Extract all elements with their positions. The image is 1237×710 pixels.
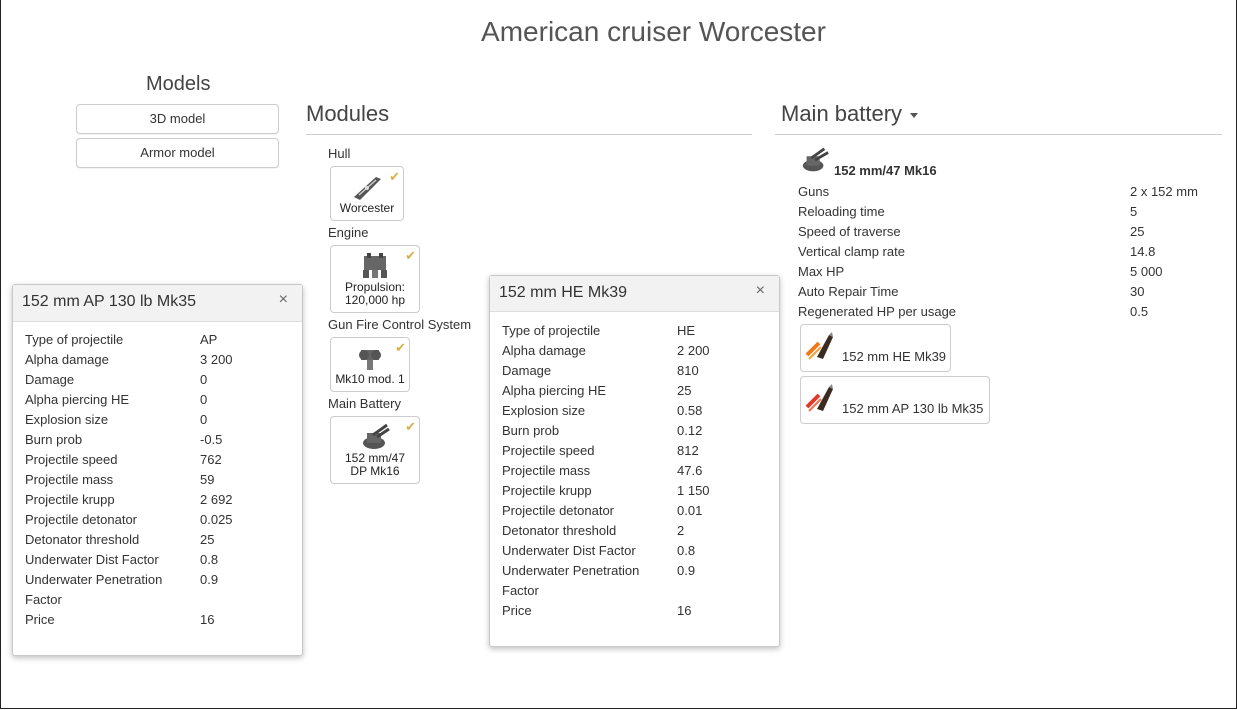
ap-panel-header [13,285,302,322]
stat-value: 3 200 [200,352,233,367]
close-icon[interactable]: × [278,291,288,308]
stat-value: 810 [677,363,699,378]
turret-icon [800,146,830,174]
he-shell-icon [805,331,837,361]
stat-value: 2 692 [200,492,233,507]
stat-row [502,461,710,481]
page-title: American cruiser Worcester [481,16,826,47]
stat-label: Factor [502,583,539,598]
module-caption-main-battery: 152 mm/47 DP Mk16 [344,451,406,478]
stat-label: Projectile mass [25,472,114,487]
checkmark-icon: ✔ [389,169,400,184]
stat-value: 0.01 [677,503,703,518]
main-battery-stat-label: Reloading time [798,204,885,219]
stat-label: Damage [502,363,552,378]
stat-label: Underwater Penetration [25,572,163,587]
ammo-button-ap[interactable] [800,376,990,424]
stat-label: Underwater Penetration [502,563,640,578]
module-label-hull: Hull [328,146,351,161]
module-label-fire-control: Gun Fire Control System [328,317,472,332]
caret-down-icon [910,113,918,118]
stat-row [25,490,233,510]
main-battery-stat-label: Vertical clamp rate [798,244,905,259]
stat-value: AP [200,332,218,347]
stat-value: 0.9 [200,572,219,587]
ap-stats-table [25,330,233,630]
module-label-main-battery: Main Battery [328,396,401,411]
module-card-engine[interactable] [330,245,420,313]
stat-row [502,481,710,501]
hull-icon [350,173,384,201]
stat-row [25,330,233,350]
stat-row [25,550,233,570]
stat-label: Burn prob [502,423,560,438]
checkmark-icon: ✔ [405,419,416,434]
stat-value: -0.5 [200,432,223,447]
stat-row [25,570,233,590]
stat-row [502,501,710,521]
stat-value: 812 [677,443,699,458]
stat-label: Projectile detonator [502,503,615,518]
modules-heading: Modules [306,101,390,126]
stat-label: Underwater Dist Factor [25,552,159,567]
stat-value: 25 [200,532,215,547]
stat-value: 0 [200,392,208,407]
stat-value [200,590,233,610]
stat-label: Detonator threshold [25,532,140,547]
main-battery-stat-label: Regenerated HP per usage [798,304,957,319]
stat-label: Type of projectile [25,332,124,347]
close-icon[interactable]: × [755,282,765,299]
stat-row [25,470,233,490]
stat-label: Projectile mass [502,463,591,478]
main-battery-stat-label: Max HP [798,264,845,279]
stat-row [502,541,710,561]
main-battery-stat-value: 5 [1130,204,1138,219]
stat-label: Explosion size [25,412,109,427]
stat-label: Factor [25,592,62,607]
stat-value: 16 [677,603,692,618]
main-battery-stat-value: 30 [1130,284,1145,299]
stat-value: 25 [677,383,692,398]
stat-value: 59 [200,472,215,487]
main-battery-stat-value: 0.5 [1130,304,1149,319]
stat-label: Alpha damage [502,343,586,358]
stat-label: Alpha damage [25,352,109,367]
main-battery-stat-label: Guns [798,184,830,199]
stat-row [502,361,710,381]
ammo-label-he: 152 mm HE Mk39 [842,349,947,364]
turret-icon [359,423,391,451]
ammo-label-ap: 152 mm AP 130 lb Mk35 [842,401,984,416]
main-battery-stat-value: 5 000 [1130,264,1163,279]
main-battery-stat-value: 14.8 [1130,244,1156,259]
stat-value [677,581,710,601]
stat-label: Damage [25,372,75,387]
stat-label: Projectile speed [502,443,595,458]
main-battery-stat-value: 25 [1130,224,1145,239]
stat-row [502,581,710,601]
stat-value: 0.58 [677,403,703,418]
ap-shell-panel [12,284,303,656]
stat-label: Projectile detonator [25,512,138,527]
stat-value: 47.6 [677,463,703,478]
stat-row [25,350,233,370]
stat-row [502,401,710,421]
stat-row [502,601,710,621]
stat-row [502,381,710,401]
stat-value: 0 [200,412,208,427]
stat-row [25,450,233,470]
stat-value: 0.12 [677,423,703,438]
module-caption-hull: Worcester [339,201,395,215]
stat-label: Price [502,603,532,618]
main-battery-stat-label: Auto Repair Time [798,284,899,299]
module-card-main-battery[interactable] [330,416,420,484]
stat-row [25,610,233,630]
stat-value: 16 [200,612,215,627]
ammo-button-he[interactable] [800,324,951,372]
modules-divider [306,134,752,135]
stat-value: 2 200 [677,343,710,358]
stat-label: Alpha piercing HE [25,392,130,407]
stat-row [25,410,233,430]
stat-row [502,421,710,441]
stat-value: 0.9 [677,563,696,578]
stat-row [25,390,233,410]
stat-row [25,370,233,390]
module-caption-engine: Propulsion: 120,000 hp [344,280,406,307]
module-card-fire-control[interactable] [330,337,410,392]
stat-label: Price [25,612,55,627]
stat-label: Underwater Dist Factor [502,543,636,558]
stat-label: Alpha piercing HE [502,383,607,398]
he-panel-title: 152 mm HE Mk39 [499,284,628,301]
stat-label: Projectile krupp [25,492,115,507]
stat-value: 1 150 [677,483,710,498]
stat-value: 0.025 [200,512,233,527]
stat-value: HE [677,323,696,338]
stat-row [25,510,233,530]
checkmark-icon: ✔ [395,340,406,355]
stat-row [502,441,710,461]
stat-value: 762 [200,452,222,467]
stat-value: 0 [200,372,208,387]
stat-label: Burn prob [25,432,83,447]
stat-row [502,341,710,361]
he-panel-header [490,276,779,312]
stat-row [25,590,233,610]
stat-row [25,530,233,550]
stat-label: Explosion size [502,403,586,418]
ap-shell-icon [805,383,837,413]
stat-value: 0.8 [677,543,696,558]
main-battery-stat-value: 2 x 152 mm [1130,184,1198,199]
main-battery-heading[interactable] [781,101,918,127]
fire-control-icon [355,344,385,372]
armor-model-button[interactable]: Armor model [76,138,279,168]
stat-value: 2 [677,523,685,538]
ap-panel-title: 152 mm AP 130 lb Mk35 [22,293,197,310]
main-battery-gun-name: 152 mm/47 Mk16 [834,163,937,178]
he-shell-panel [489,275,780,647]
stat-row [502,561,710,581]
stat-label: Detonator threshold [502,523,617,538]
stat-value: 0.8 [200,552,219,567]
module-caption-fire-control: Mk10 mod. 1 [335,372,405,386]
main-battery-divider [775,134,1222,135]
stat-label: Type of projectile [502,323,601,338]
stat-label: Projectile speed [25,452,118,467]
stat-row [25,430,233,450]
he-stats-table [502,321,710,621]
main-battery-stat-label: Speed of traverse [798,224,901,239]
stat-row [502,321,710,341]
main-battery-heading-text: Main battery [781,101,903,126]
module-label-engine: Engine [328,225,369,240]
stat-label: Projectile krupp [502,483,592,498]
module-card-hull[interactable] [330,166,404,221]
stat-row [502,521,710,541]
checkmark-icon: ✔ [405,248,416,263]
3d-model-button[interactable]: 3D model [76,104,279,134]
models-heading: Models [146,73,211,95]
engine-icon [360,252,390,280]
